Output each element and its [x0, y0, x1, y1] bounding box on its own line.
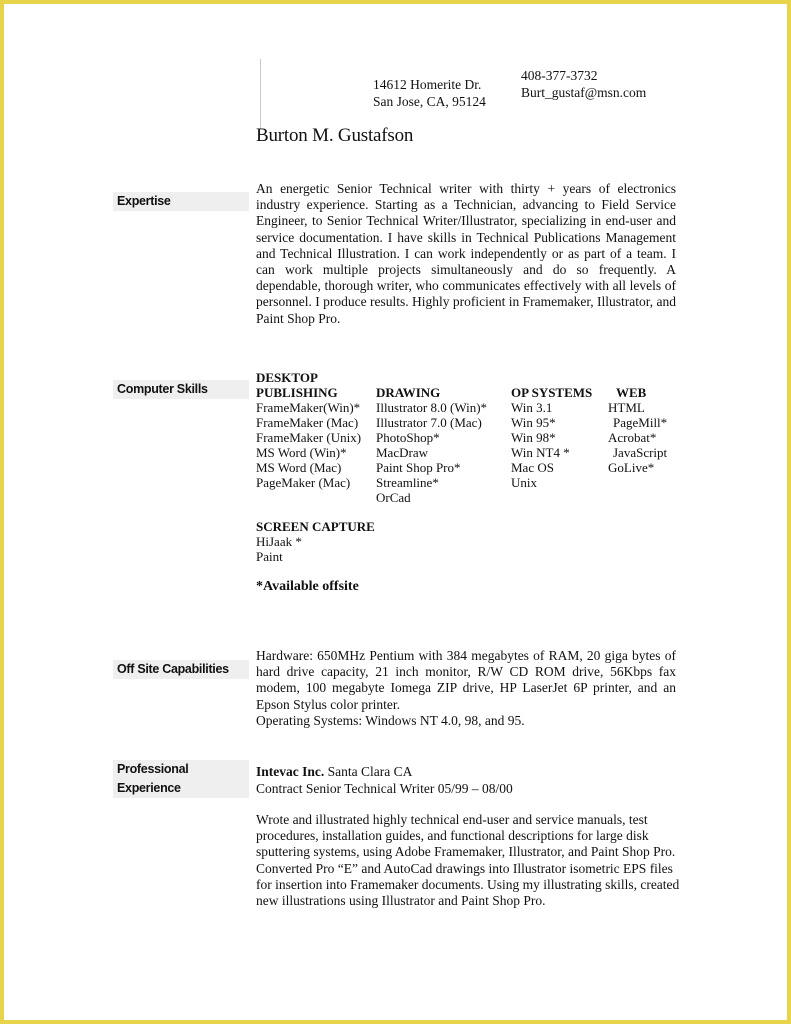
screen-capture-header: SCREEN CAPTURE — [256, 519, 375, 534]
list-item: Illustrator 8.0 (Win)* — [376, 400, 488, 415]
list-item: Paint Shop Pro* — [376, 460, 461, 475]
list-item: FrameMaker(Win)* — [256, 400, 361, 415]
address-block — [373, 76, 486, 110]
list-item: Paint — [256, 549, 283, 564]
list-item: MacDraw — [376, 445, 428, 460]
list-item: MS Word (Mac) — [256, 460, 342, 475]
offsite-text — [256, 648, 676, 729]
list-item: HTML — [608, 400, 645, 415]
offsite-os: Operating Systems: Windows NT 4.0, 98, and 95. — [256, 712, 525, 728]
list-item: FrameMaker (Unix) — [256, 430, 362, 445]
experience-description: Wrote and illustrated highly technical end-user and service manuals, test procedures, installation guides, and functional descriptions for large disk sputtering systems, using Adobe Framemaker, Illustrator, and Paint Shop Pro. Converted Pro “E” and AutoCad drawings into Illustrator isometric EPS files for insertion into Framemaker documents. Using my illustrating skills, created new illustrations using Illustrator and Paint Shop Pro. — [256, 812, 680, 909]
web-header: WEB — [616, 385, 647, 400]
header-divider — [260, 59, 261, 129]
list-item: HiJaak * — [256, 534, 302, 549]
candidate-name: Burton M. Gustafson — [256, 125, 414, 146]
list-item: Acrobat* — [608, 430, 657, 445]
skills-column-drawing — [376, 385, 487, 505]
experience-label-line1: Professional — [117, 762, 189, 776]
list-item: Win 3.1 — [511, 400, 553, 415]
section-label-expertise: Expertise — [113, 192, 249, 211]
email-address: Burt_gustaf@msn.com — [521, 85, 647, 100]
list-item: Win 95* — [511, 415, 556, 430]
list-item: Win 98* — [511, 430, 556, 445]
section-label-computer-skills: Computer Skills — [113, 380, 249, 399]
skills-column-os — [511, 385, 592, 490]
list-item: JavaScript — [613, 445, 668, 460]
experience-header — [256, 764, 513, 797]
expertise-text: An energetic Senior Technical writer with thirty + years of electronics industry experience. Starting as a Technician, advancing to Field Service Engineer, to Senior Technical Writer/Illustrator, specializing in end-user and service documentation. I have skills in Technical Publications Management and Technical Illustration. I can work independently or as part of a team. I can work multiple projects simultaneously and do so frequently. A dependable, thorough writer, who communicates effectively with all levels of personnel. I produce results. Highly proficient in Framemaker, Illustrator, and Paint Shop Pro. — [256, 181, 676, 326]
available-offsite-note: *Available offsite — [256, 579, 359, 594]
list-item: Illustrator 7.0 (Mac) — [376, 415, 482, 430]
list-item: PhotoShop* — [376, 430, 440, 445]
phone-number: 408-377-3732 — [521, 68, 598, 83]
address-line2: San Jose, CA, 95124 — [373, 94, 486, 109]
list-item: Unix — [511, 475, 537, 490]
drawing-header: DRAWING — [376, 385, 441, 400]
offsite-hardware: Hardware: 650MHz Pentium with 384 megabytes of RAM, 20 giga bytes of hard drive capacity, 21 inch monitor, R/W CD ROM drive, 56Kbps fax modem, 100 megabyte Iomega ZIP drive, HP LaserJet 6P printer, and an Epson Stylus color printer. — [256, 648, 676, 712]
address-line1: 14612 Homerite Dr. — [373, 77, 482, 92]
contact-block — [521, 67, 646, 101]
list-item: Mac OS — [511, 460, 554, 475]
list-item: Win NT4 * — [511, 445, 570, 460]
os-header: OP SYSTEMS — [511, 385, 593, 400]
skills-screen-capture — [256, 519, 375, 564]
list-item: GoLive* — [608, 460, 655, 475]
experience-label-line2: Experience — [117, 781, 181, 795]
list-item: OrCad — [376, 490, 411, 505]
skills-column-desktop — [256, 370, 361, 490]
list-item: PageMill* — [613, 415, 668, 430]
company-name: Intevac Inc. — [256, 764, 325, 779]
desktop-header-line1: DESKTOP — [256, 370, 318, 385]
desktop-header-line2: PUBLISHING — [256, 385, 338, 400]
company-location: Santa Clara CA — [324, 764, 413, 779]
section-label-experience — [113, 760, 249, 798]
skills-column-web — [608, 385, 667, 475]
list-item: MS Word (Win)* — [256, 445, 347, 460]
list-item: PageMaker (Mac) — [256, 475, 351, 490]
job-title: Contract Senior Technical Writer 05/99 – 08/00 — [256, 780, 513, 796]
list-item: Streamline* — [376, 475, 439, 490]
list-item: FrameMaker (Mac) — [256, 415, 359, 430]
section-label-offsite: Off Site Capabilities — [113, 660, 249, 679]
